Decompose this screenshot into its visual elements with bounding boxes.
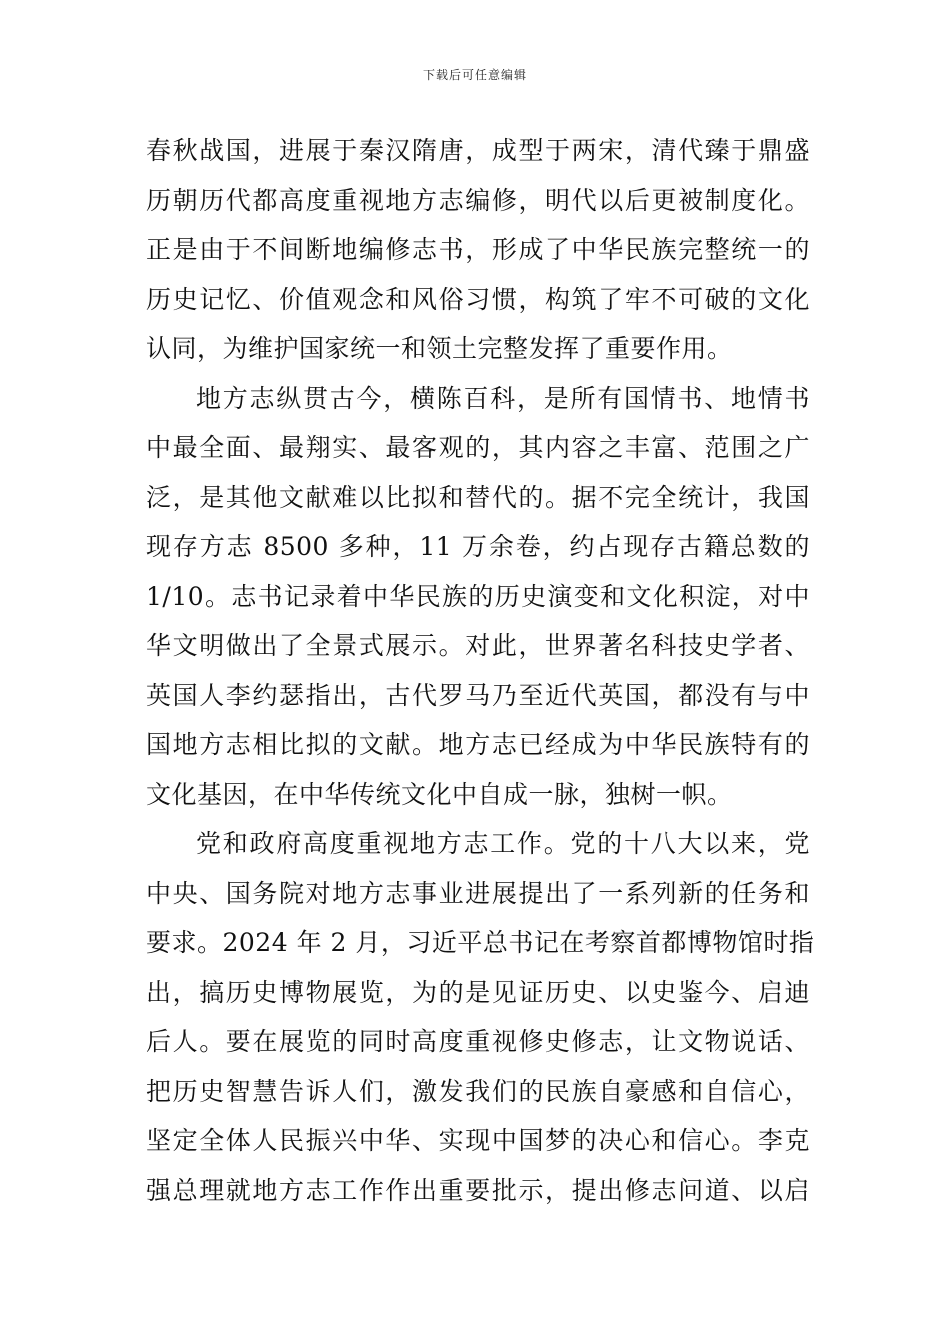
text-line: 历朝历代都高度重视地方志编修，明代以后更被制度化。 — [146, 185, 810, 215]
text-line: 文化基因，在中华传统文化中自成一脉，独树一帜。 — [146, 779, 733, 809]
text-line: 英国人李约瑟指出，古代罗马乃至近代英国，都没有与中 — [146, 680, 810, 710]
text-line: 党和政府高度重视地方志工作。党的十八大以来，党 — [196, 829, 810, 858]
paragraph — [146, 819, 815, 1215]
text-line: 1/10。志书记录着中华民族的历史演变和文化积淀，对中 — [146, 581, 810, 611]
text-line: 华文明做出了全景式展示。对此，世界著名科技史学者、 — [146, 631, 810, 660]
text-line: 国地方志相比拟的文献。地方志已经成为中华民族特有的 — [146, 730, 810, 759]
text-line: 泛，是其他文献难以比拟和替代的。据不完全统计，我国 — [146, 482, 810, 512]
text-line: 现存方志 8500 多种，11 万余卷，约占现存古籍总数的 — [146, 532, 810, 561]
text-line: 春秋战国，进展于秦汉隋唐，成型于两宋，清代臻于鼎盛 — [146, 136, 810, 165]
document-body — [146, 126, 815, 1215]
paragraph — [146, 374, 810, 820]
text-line: 后人。要在展览的同时高度重视修史修志，让文物说话、 — [146, 1027, 810, 1056]
text-line: 中央、国务院对地方志事业进展提出了一系列新的任务和 — [146, 878, 810, 908]
text-line: 正是由于不间断地编修志书，形成了中华民族完整统一的 — [146, 235, 810, 264]
text-line: 要求。2024 年 2 月，习近平总书记在考察首都博物馆时指 — [146, 928, 815, 957]
text-line: 认同，为维护国家统一和领土完整发挥了重要作用。 — [146, 334, 733, 363]
text-line: 地方志纵贯古今，横陈百科，是所有国情书、地情书 — [196, 383, 810, 413]
paragraph — [146, 126, 810, 374]
text-line: 出，搞历史博物展览，为的是见证历史、以史鉴今、启迪 — [146, 977, 810, 1007]
text-line: 中最全面、最翔实、最客观的，其内容之丰富、范围之广 — [146, 433, 810, 462]
text-line: 把历史智慧告诉人们，激发我们的民族自豪感和自信心， — [146, 1076, 810, 1106]
text-line: 历史记忆、价值观念和风俗习惯，构筑了牢不可破的文化 — [146, 284, 810, 314]
text-line: 坚定全体人民振兴中华、实现中国梦的决心和信心。李克 — [146, 1126, 810, 1155]
text-line: 强总理就地方志工作作出重要批示，提出修志问道、以启 — [146, 1175, 810, 1205]
page-header-note: 下载后可任意编辑 — [422, 68, 527, 82]
